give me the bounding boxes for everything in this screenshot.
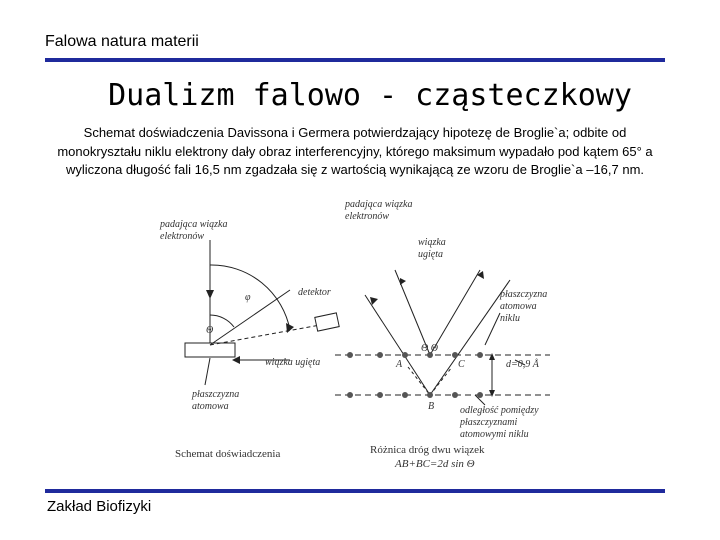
spacing-note-1: odległość pomiędzy <box>460 405 539 416</box>
experiment-figure <box>140 195 560 480</box>
right-planes-label-3: niklu <box>500 313 520 324</box>
left-reflected-label: wiązka ugięta <box>265 357 321 368</box>
left-planes-label-1: płaszczyzna <box>192 389 240 400</box>
right-caption-1: Różnica dróg dwu wiązek <box>370 444 485 456</box>
theta-label-left: Θ <box>206 325 214 336</box>
footer-label: Zakład Biofizyki <box>47 498 152 515</box>
right-angles-label: Θ Θ <box>421 343 438 354</box>
svg-text:elektronów <box>160 231 204 242</box>
svg-text:padająca wiązka <box>159 219 228 230</box>
right-planes-label-2: atomowa <box>500 301 537 312</box>
right-reflected-label-1: wiązka <box>418 237 446 248</box>
left-incident-label-1: padająca wiązka <box>160 219 228 230</box>
right-incident-label-2: elektronów <box>345 211 390 222</box>
left-caption: Schemat doświadczenia <box>175 448 281 460</box>
spacing-note-2: płaszczyznami <box>460 417 518 428</box>
point-c-label: C <box>458 359 465 370</box>
spacing-note-3: atomowymi niklu <box>460 429 529 440</box>
phi-label: φ <box>245 292 251 303</box>
right-planes-label-1: płaszczyzna <box>500 289 548 300</box>
right-reflected-label-2: ugięta <box>418 249 443 260</box>
bottom-divider <box>45 489 665 493</box>
top-divider <box>45 58 665 62</box>
point-a-label: A <box>396 359 403 370</box>
davisson-germer-diagram <box>140 195 560 480</box>
slide-title: Dualizm falowo - cząsteczkowy <box>108 78 632 113</box>
point-b-label: B <box>428 401 435 412</box>
left-planes-label-2: atomowa <box>192 401 229 412</box>
detector-label: detektor <box>298 287 331 298</box>
slide-description: Schemat doświadczenia Davissona i Germera potwierdzający hipotezę de Broglie`a; odbite od monokryształu niklu elektrony dały obraz interferencyjny, którego maksimum wypadało pod kątem 65° a wyliczona długość fali 16,5 nm zgadzała się z wartością wynikającą ze wzoru de Broglie`a –16,7 nm. <box>57 125 653 177</box>
spacing-label: d=0,9 Å <box>506 359 539 370</box>
right-caption-2: AB+BC=2d sin Θ <box>395 458 475 470</box>
header-title: Falowa natura materii <box>45 33 199 50</box>
left-incident-label-2: elektronów <box>160 231 205 242</box>
right-incident-label-1: padająca wiązka <box>345 199 413 210</box>
